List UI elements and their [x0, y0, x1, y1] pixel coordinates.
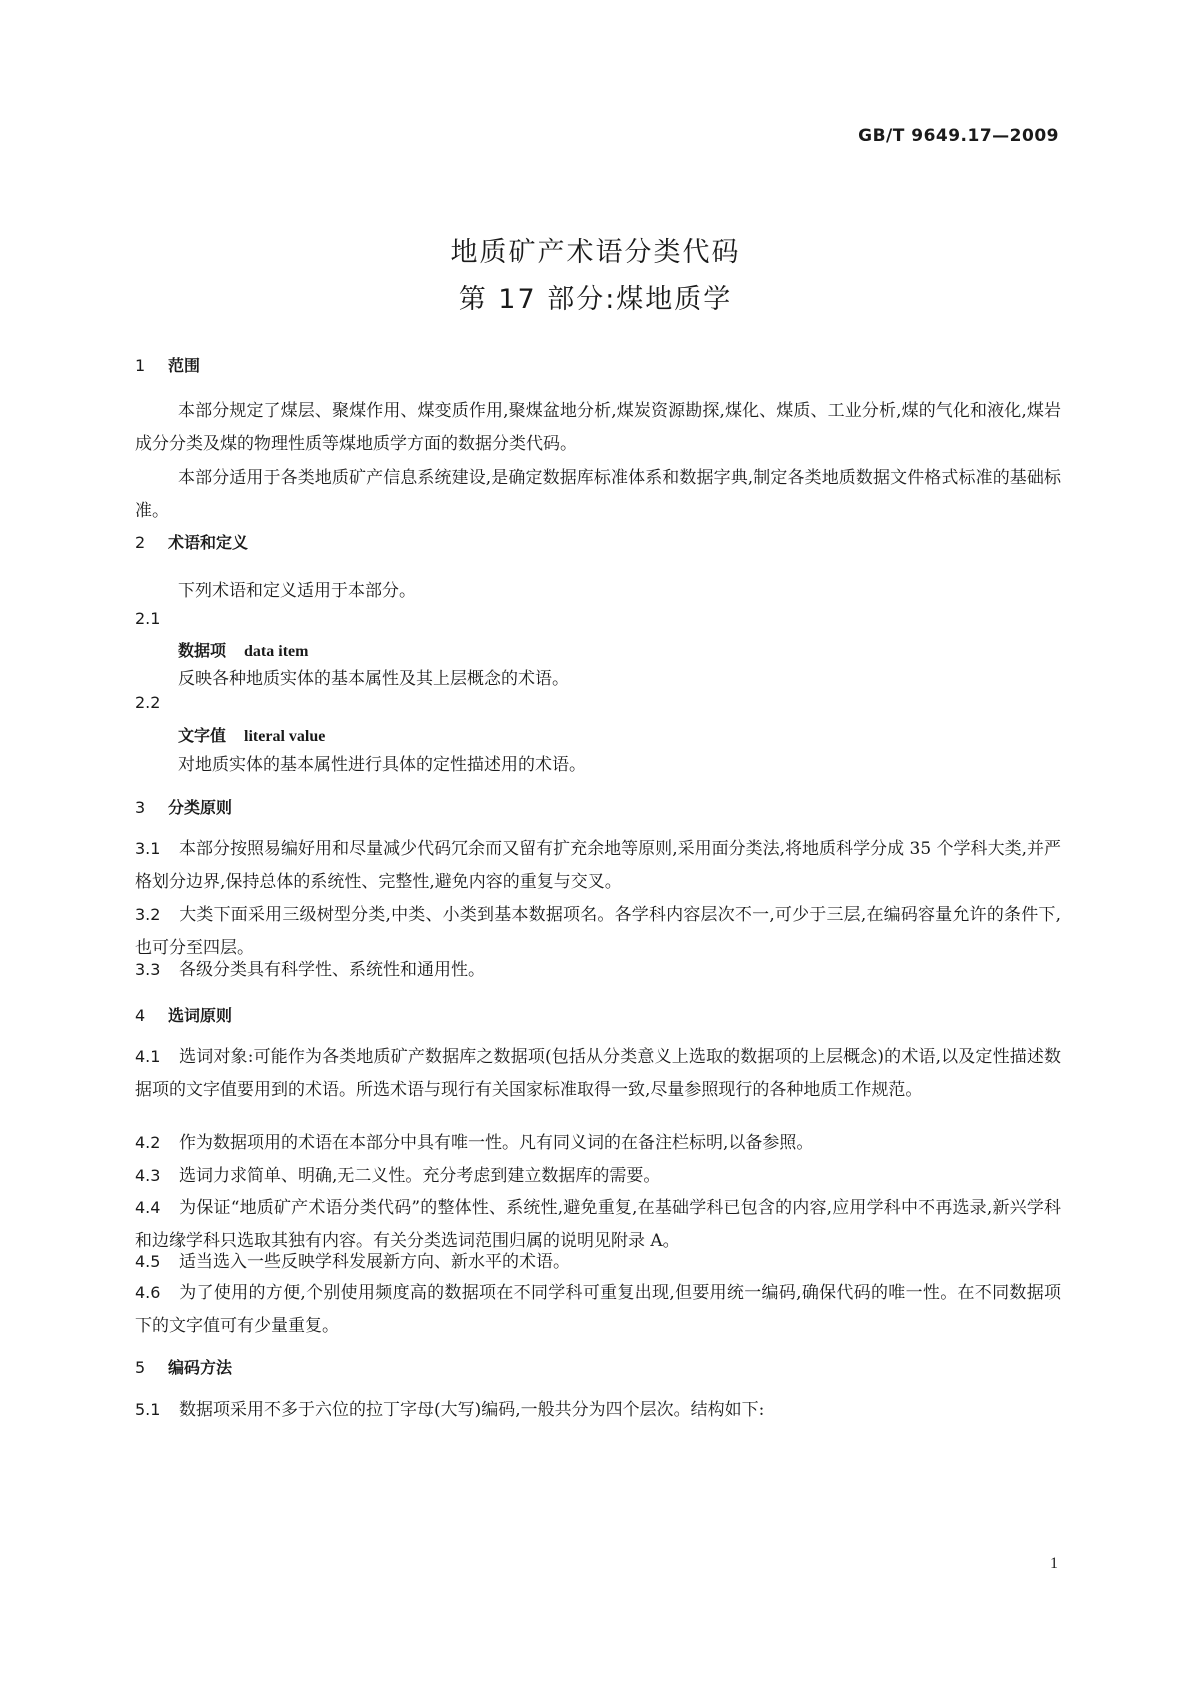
term-entry	[178, 638, 308, 661]
clause-text: 选词力求简单、明确,无二义性。充分考虑到建立数据库的需要。	[179, 1166, 661, 1186]
page-number: 1	[1050, 1555, 1058, 1572]
paragraph: 本部分适用于各类地质矿产信息系统建设,是确定数据库标准体系和数据字典,制定各类地质数据文件格式标准的基础标准。	[135, 468, 1061, 521]
section-number: 5	[135, 1358, 146, 1377]
clause	[135, 953, 1061, 987]
clause	[135, 832, 1061, 899]
clause-text: 本部分按照易编好用和尽量减少代码冗余而又留有扩充余地等原则,采用面分类法,将地质科学分成 35 个学科大类,并严格划分边界,保持总体的系统性、完整性,避免内容的重复与交叉。	[135, 839, 1061, 892]
term-english: literal value	[244, 728, 326, 745]
clause-text: 大类下面采用三级树型分类,中类、小类到基本数据项名。各学科内容层次不一,可少于三层,在编码容量允许的条件下,也可分至四层。	[135, 905, 1061, 958]
clause	[135, 1393, 1061, 1427]
section-title: 编码方法	[168, 1358, 233, 1377]
section-number: 3	[135, 798, 146, 817]
clause-text: 适当选入一些反映学科发展新方向、新水平的术语。	[179, 1252, 570, 1272]
term-number: 2.1	[135, 609, 161, 628]
standard-number: GB/T 9649.17—2009	[858, 126, 1059, 146]
section-3-heading	[135, 795, 232, 818]
section-number: 2	[135, 533, 146, 552]
section-2-heading	[135, 530, 248, 553]
section-number: 1	[135, 356, 146, 375]
clause-number: 4.4	[135, 1198, 161, 1217]
clause-text: 各级分类具有科学性、系统性和通用性。	[179, 960, 485, 980]
clause-number: 4.6	[135, 1283, 161, 1302]
section-number: 4	[135, 1006, 146, 1025]
section-title: 选词原则	[168, 1006, 233, 1025]
term-definition: 反映各种地质实体的基本属性及其上层概念的术语。	[178, 669, 569, 689]
clause-number: 3.3	[135, 960, 161, 979]
paragraph: 下列术语和定义适用于本部分。	[178, 581, 416, 601]
clause-number: 3.2	[135, 905, 161, 924]
section-title: 分类原则	[168, 798, 233, 817]
clause-number: 4.3	[135, 1166, 161, 1185]
clause-number: 5.1	[135, 1400, 161, 1419]
term-definition: 对地质实体的基本属性进行具体的定性描述用的术语。	[178, 755, 586, 775]
section-1-heading	[135, 353, 200, 376]
section-title: 术语和定义	[168, 533, 249, 552]
section-5-heading	[135, 1355, 232, 1378]
term-number: 2.2	[135, 693, 161, 712]
clause	[135, 1159, 1061, 1193]
term-chinese: 文字值	[178, 726, 227, 745]
document-subtitle: 第 17 部分:煤地质学	[458, 284, 733, 315]
term-entry	[178, 723, 325, 746]
clause	[135, 1276, 1061, 1343]
clause	[135, 1245, 1061, 1279]
clause-number: 4.1	[135, 1047, 161, 1066]
section-4-heading	[135, 1003, 232, 1026]
section-title: 范围	[168, 356, 201, 375]
clause-text: 数据项采用不多于六位的拉丁字母(大写)编码,一般共分为四个层次。结构如下:	[179, 1400, 765, 1420]
term-chinese: 数据项	[178, 641, 227, 660]
clause-text: 为保证“地质矿产术语分类代码”的整体性、系统性,避免重复,在基础学科已包含的内容,应用学科中不再选录,新兴学科和边缘学科只选取其独有内容。有关分类选词范围归属的说明见附录 A。	[135, 1198, 1061, 1251]
clause	[135, 1126, 1061, 1160]
clause-text: 作为数据项用的术语在本部分中具有唯一性。凡有同义词的在备注栏标明,以备参照。	[179, 1133, 814, 1153]
clause-text: 为了使用的方便,个别使用频度高的数据项在不同学科可重复出现,但要用统一编码,确保代码的唯一性。在不同数据项下的文字值可有少量重复。	[135, 1283, 1061, 1336]
clause-text: 选词对象:可能作为各类地质矿产数据库之数据项(包括从分类意义上选取的数据项的上层概念)的术语,以及定性描述数据项的文字值要用到的术语。所选术语与现行有关国家标准取得一致,尽量参照现行的各种地质工作规范。	[135, 1047, 1061, 1100]
paragraph: 本部分规定了煤层、聚煤作用、煤变质作用,聚煤盆地分析,煤炭资源勘探,煤化、煤质、工业分析,煤的气化和液化,煤岩成分分类及煤的物理性质等煤地质学方面的数据分类代码。	[135, 401, 1061, 454]
document-title: 地质矿产术语分类代码	[450, 237, 741, 268]
clause-number: 3.1	[135, 839, 161, 858]
clause-number: 4.2	[135, 1133, 161, 1152]
clause-number: 4.5	[135, 1252, 161, 1271]
term-english: data item	[244, 643, 309, 660]
clause	[135, 1040, 1061, 1107]
